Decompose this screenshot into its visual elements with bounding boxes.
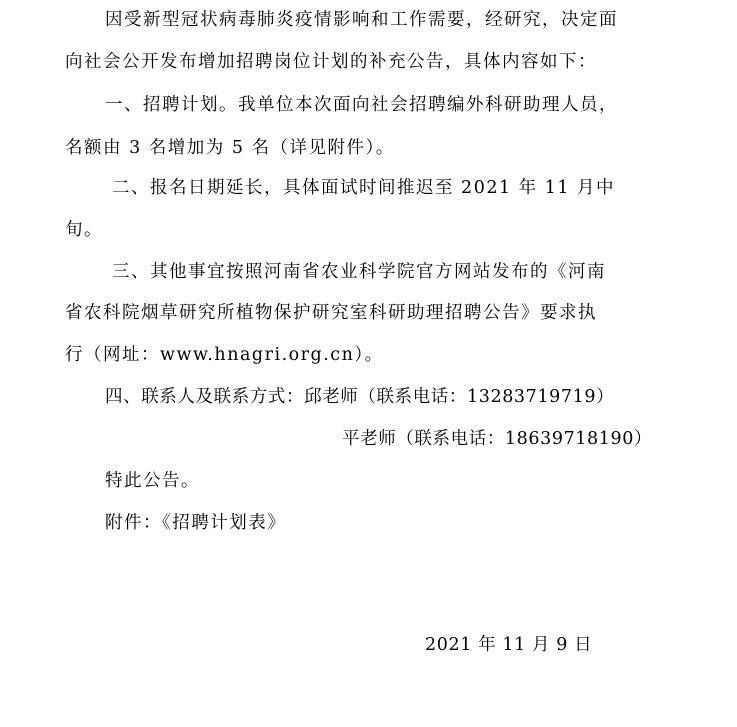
intro-line-1: 因受新型冠状病毒肺炎疫情影响和工作需要，经研究，决定面 [105,10,618,30]
notice-date: 2021 年 11 月 9 日 [425,635,593,655]
item-1-line-2: 名额由 3 名增加为 5 名（详见附件）。 [65,138,395,158]
item-1-line-1: 一、招聘计划。我单位本次面向社会招聘编外科研助理人员， [105,95,618,115]
item-2-line-1: 二、报名日期延长，具体面试时间推迟至 2021 年 11 月中 [112,178,616,198]
attachment-text: 附件：《招聘计划表》 [105,513,287,533]
item-4-line-2: 平老师（联系电话：18639718190） [342,429,653,449]
item-2-line-2: 旬。 [65,220,103,240]
item-3-line-3: 行（网址：www.hnagri.org.cn）。 [65,345,384,365]
item-4-line-1: 四、联系人及联系方式：邱老师（联系电话：13283719719） [105,387,615,407]
item-3-line-2: 省农科院烟草研究所植物保护研究室科研助理招聘公告》要求执 [65,303,597,323]
item-3-line-1: 三、其他事宜按照河南省农业科学院官方网站发布的《河南 [112,262,606,282]
closing-text: 特此公告。 [105,471,200,491]
intro-line-2: 向社会公开发布增加招聘岗位计划的补充公告，具体内容如下： [65,52,597,72]
